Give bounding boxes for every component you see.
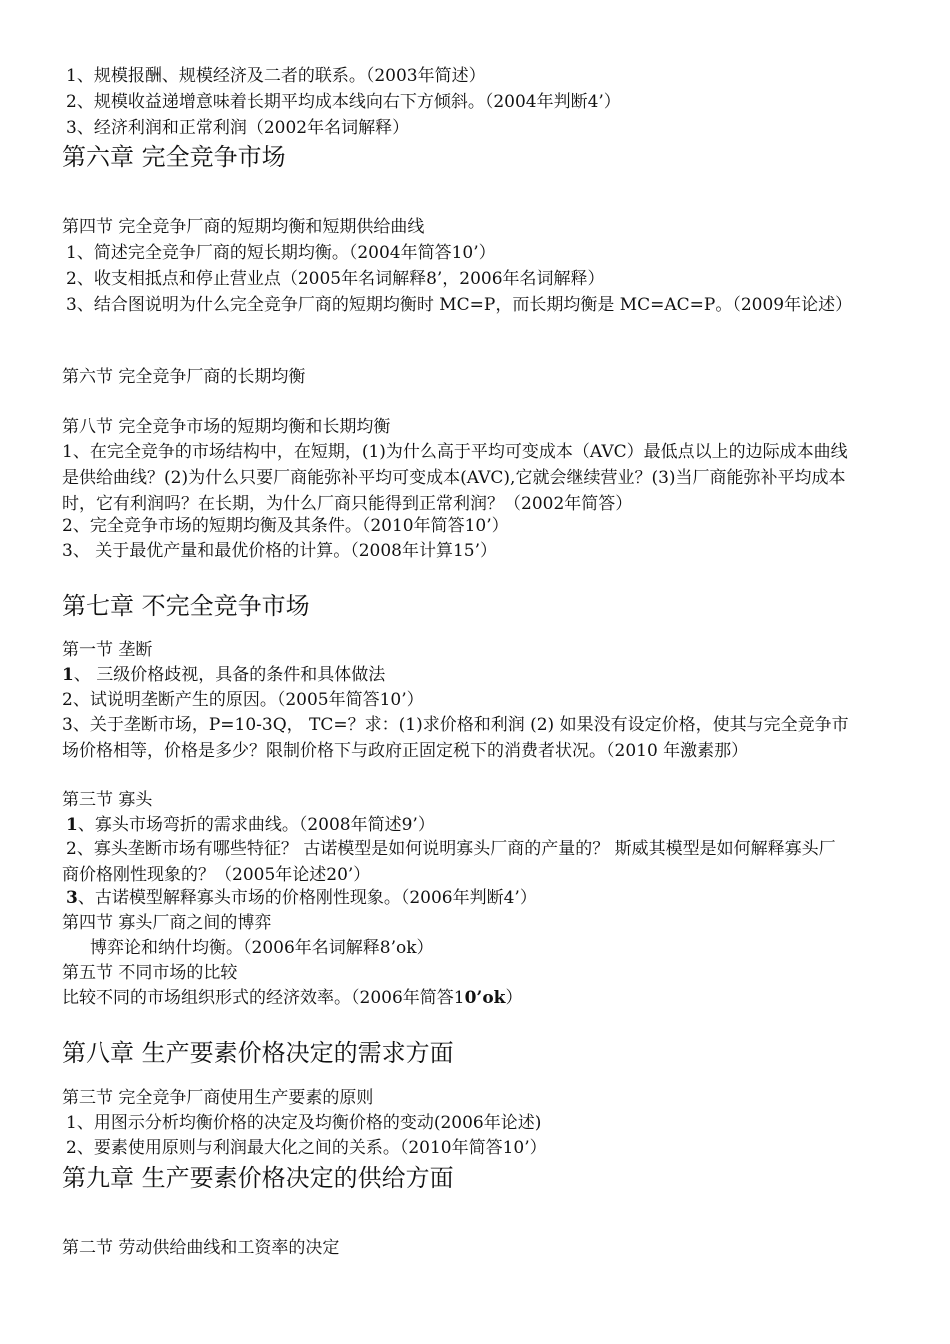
list-item: 3、 关于最优产量和最优价格的计算。（2008年计算15’） [62,541,498,561]
section-title: 第六节 完全竞争厂商的长期均衡 [62,367,306,387]
item-number: 3 [66,888,78,908]
list-item: 2、完全竞争市场的短期均衡及其条件。（2010年简答10’） [62,516,509,536]
chapter-6-title: 第六章 完全竞争市场 [62,143,286,171]
item-text-bold: 0’ok [464,988,506,1008]
list-item: 1、简述完全竞争厂商的短长期均衡。（2004年简答10’） [66,243,496,263]
list-item: 博弈论和纳什均衡。（2006年名词解释8’ok） [90,938,434,958]
list-item: 2、要素使用原则与利润最大化之间的关系。（2010年简答10’） [66,1138,547,1158]
item-text: 、古诺模型解释寡头市场的价格刚性现象。（2006年判断4’） [77,888,537,908]
section-title: 第一节 垄断 [62,640,153,660]
section-title: 第八节 完全竞争市场的短期均衡和长期均衡 [62,417,391,437]
list-item [66,812,866,838]
list-item: 1、规模报酬、规模经济及二者的联系。（2003年简述） [66,66,486,86]
list-item: 1、在完全竞争的市场结构中，在短期，(1)为什么高于平均可变成本（AVC）最低点以上的边际成本曲线是供给曲线？(2)为什么只要厂商能弥补平均可变成本(AVC),它就会继续营业？(3)当厂商能弥补平均成本时，它有利润吗？在长期，为什么厂商只能得到正常利润？（2002年简答） [62,442,848,514]
item-text: ） [505,988,523,1008]
list-item [62,985,862,1011]
chapter-9-title: 第九章 生产要素价格决定的供给方面 [62,1164,454,1192]
section-title: 第二节 劳动供给曲线和工资率的决定 [62,1238,340,1258]
section-title: 第五节 不同市场的比较 [62,963,238,983]
list-item: 2、试说明垄断产生的原因。（2005年简答10’） [62,690,424,710]
item-text: 、 三级价格歧视，具备的条件和具体做法 [73,665,386,685]
item-number: 1 [66,815,78,835]
list-item: 3、经济利润和正常利润（2002年名词解释） [66,118,410,138]
list-item [66,885,866,911]
list-item: 3、关于垄断市场，P=10-3Q， TC=？求：(1)求价格和利润 (2) 如果没有设定价格，使其与完全竞争市场价格相等，价格是多少？限制价格下与政府正固定税下的消费者状况。（2010 年激素那） [62,715,849,761]
section-title: 第三节 寡头 [62,790,153,810]
list-item: 2、规模收益递增意味着长期平均成本线向右下方倾斜。（2004年判断4’） [66,92,621,112]
list-item: 3、结合图说明为什么完全竞争厂商的短期均衡时 MC=P，而长期均衡是 MC=AC=P。（2009年论述） [66,295,853,315]
section-title: 第四节 完全竞争厂商的短期均衡和短期供给曲线 [62,217,425,237]
section-title: 第四节 寡头厂商之间的博弈 [62,913,272,933]
list-item: 1、用图示分析均衡价格的决定及均衡价格的变动(2006年论述) [66,1113,542,1133]
section-title: 第三节 完全竞争厂商使用生产要素的原则 [62,1088,374,1108]
chapter-7-title: 第七章 不完全竞争市场 [62,592,310,620]
list-item: 2、寡头垄断市场有哪些特征？ 古诺模型是如何说明寡头厂商的产量的？ 斯威其模型是如何解释寡头厂商价格刚性现象的？（2005年论述20’） [62,839,836,885]
item-text: 、寡头市场弯折的需求曲线。（2008年简述9’） [77,815,435,835]
list-item: 2、收支相抵点和停止营业点（2005年名词解释8’，2006年名词解释） [66,269,605,289]
list-item [62,662,862,688]
chapter-8-title: 第八章 生产要素价格决定的需求方面 [62,1039,454,1067]
item-number: 1 [62,665,74,685]
item-text: 比较不同的市场组织形式的经济效率。（2006年简答1 [62,988,465,1008]
